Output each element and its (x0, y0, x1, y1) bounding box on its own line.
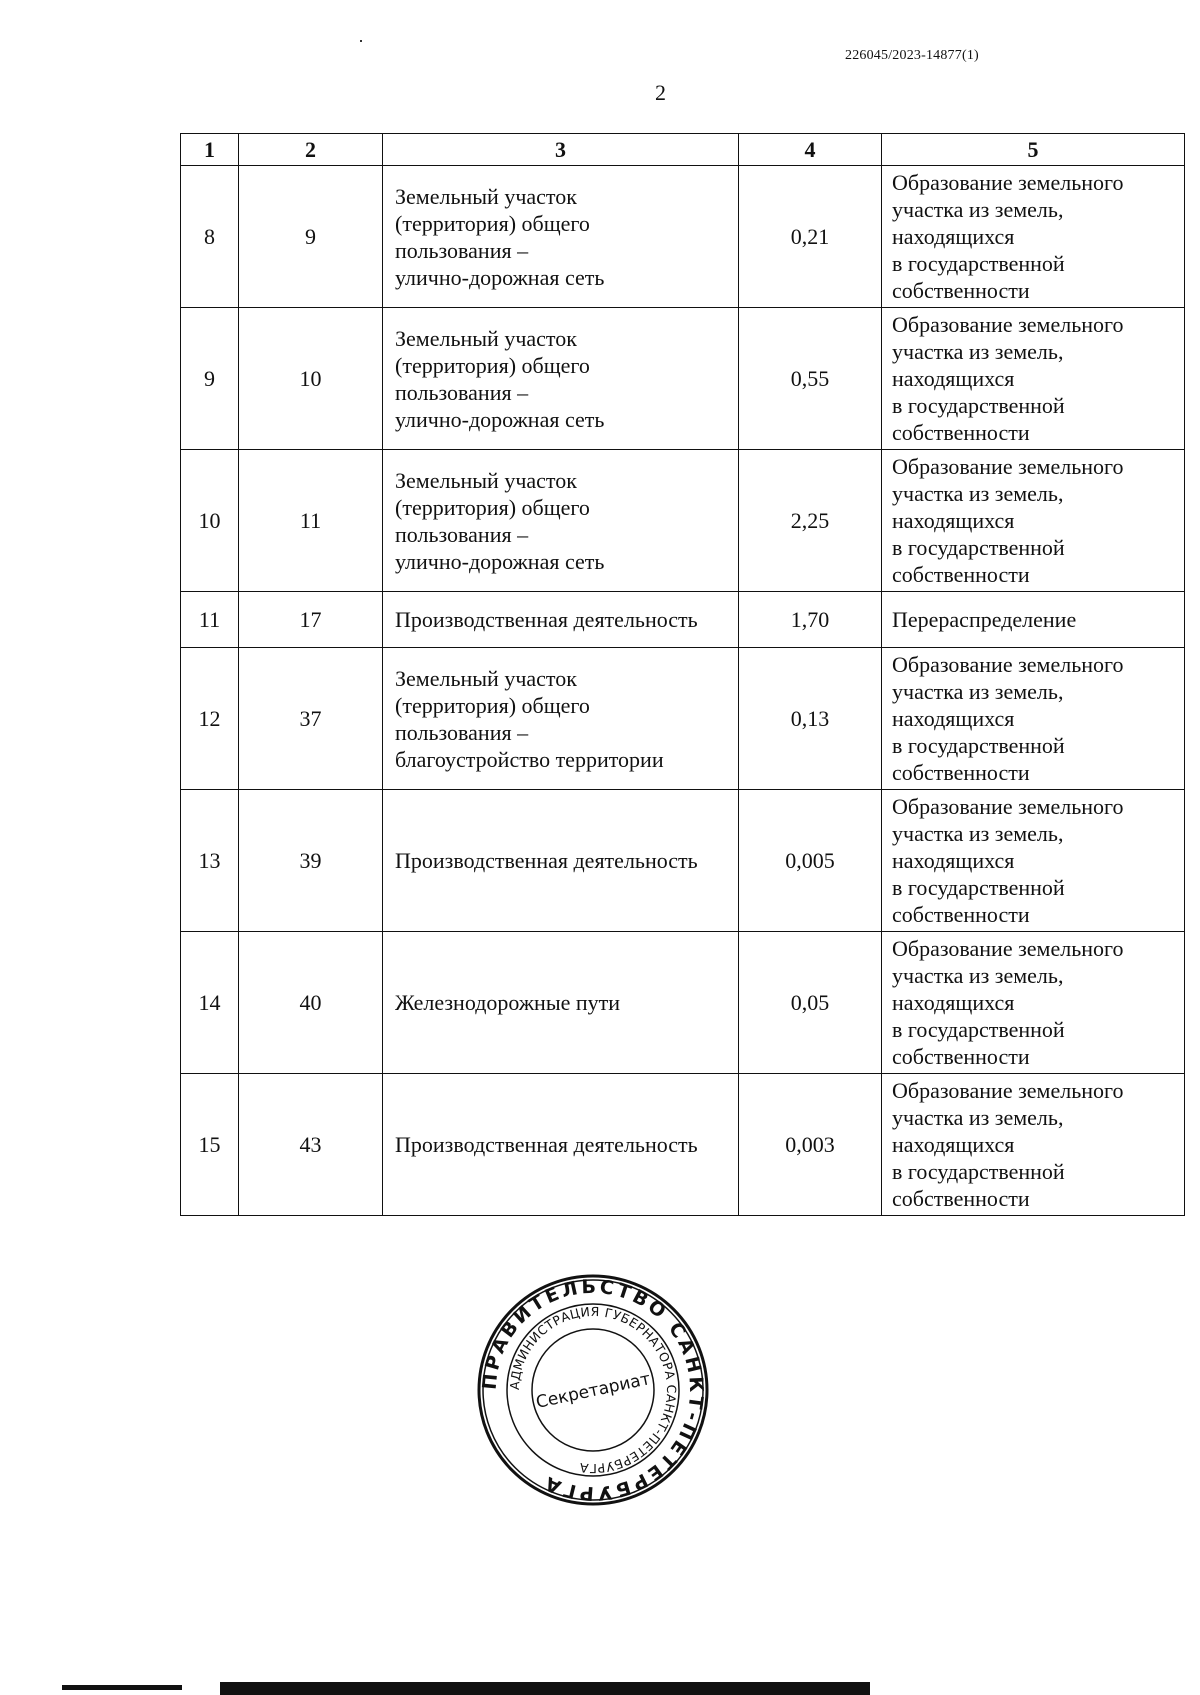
plot-use-cell (383, 790, 739, 932)
plot-use-text: Земельный участок (территория) общего пользования – улично-дорожная сеть (395, 325, 605, 432)
area-cell: 1,70 (739, 592, 882, 648)
stamp-center-text: Секретариат (534, 1369, 653, 1413)
area-cell: 0,05 (739, 932, 882, 1074)
land-plots-table (180, 133, 1185, 1216)
column-header: 2 (239, 134, 383, 166)
formation-method-cell (882, 1074, 1185, 1216)
plot-use-text: Железнодорожные пути (395, 990, 621, 1015)
plot-use-cell (383, 592, 739, 648)
row-number-cell: 15 (181, 1074, 239, 1216)
area-cell: 0,21 (739, 166, 882, 308)
table-row (181, 1074, 1185, 1216)
scan-artifact-bar (220, 1682, 870, 1695)
scan-artifact-line (62, 1685, 182, 1690)
plot-use-text: Земельный участок (территория) общего пользования – улично-дорожная сеть (395, 183, 605, 290)
plot-use-text: Земельный участок (территория) общего пользования – благоустройство территории (395, 665, 664, 772)
formation-method-text: Перераспределение (892, 607, 1077, 632)
table-row (181, 592, 1185, 648)
formation-method-text: Образование земельного участка из земель, находящихся в государственной собственности (892, 312, 1124, 445)
formation-method-cell (882, 932, 1185, 1074)
row-number-cell: 14 (181, 932, 239, 1074)
column-header: 3 (383, 134, 739, 166)
plot-use-cell (383, 932, 739, 1074)
scan-speck (360, 40, 362, 42)
row-number-cell: 11 (181, 592, 239, 648)
formation-method-cell (882, 450, 1185, 592)
formation-method-cell (882, 592, 1185, 648)
table-row (181, 790, 1185, 932)
table-row (181, 308, 1185, 450)
page-number: 2 (655, 80, 666, 105)
formation-method-text: Образование земельного участка из земель, находящихся в государственной собственности (892, 794, 1124, 927)
stamp-inner-text: АДМИНИСТРАЦИЯ ГУБЕРНАТОРА САНКТ-ПЕТЕРБУРГА (506, 1303, 680, 1477)
plot-use-cell (383, 648, 739, 790)
table-row (181, 166, 1185, 308)
area-cell: 0,003 (739, 1074, 882, 1216)
plot-use-text: Производственная деятельность (395, 848, 698, 873)
stamp-outer-text: ПРАВИТЕЛЬСТВО САНКТ-ПЕТЕРБУРГА (478, 1275, 708, 1505)
plot-id-cell: 37 (239, 648, 383, 790)
column-header: 4 (739, 134, 882, 166)
plot-id-cell: 9 (239, 166, 383, 308)
table-row (181, 932, 1185, 1074)
formation-method-cell (882, 648, 1185, 790)
formation-method-text: Образование земельного участка из земель, находящихся в государственной собственности (892, 652, 1124, 785)
area-cell: 2,25 (739, 450, 882, 592)
plot-use-text: Производственная деятельность (395, 607, 698, 632)
column-header: 5 (882, 134, 1185, 166)
plot-id-cell: 40 (239, 932, 383, 1074)
plot-use-cell (383, 1074, 739, 1216)
row-number-cell: 10 (181, 450, 239, 592)
row-number-cell: 9 (181, 308, 239, 450)
plot-id-cell: 43 (239, 1074, 383, 1216)
row-number-cell: 8 (181, 166, 239, 308)
row-number-cell: 12 (181, 648, 239, 790)
plot-use-cell (383, 166, 739, 308)
formation-method-text: Образование земельного участка из земель, находящихся в государственной собственности (892, 936, 1124, 1069)
formation-method-text: Образование земельного участка из земель, находящихся в государственной собственности (892, 454, 1124, 587)
area-cell: 0,005 (739, 790, 882, 932)
table-row (181, 648, 1185, 790)
plot-id-cell: 17 (239, 592, 383, 648)
plot-use-cell (383, 450, 739, 592)
plot-id-cell: 39 (239, 790, 383, 932)
secretariat-stamp (475, 1272, 711, 1508)
area-cell: 0,13 (739, 648, 882, 790)
plot-id-cell: 11 (239, 450, 383, 592)
plot-use-text: Производственная деятельность (395, 1132, 698, 1157)
plot-id-cell: 10 (239, 308, 383, 450)
formation-method-cell (882, 790, 1185, 932)
column-header: 1 (181, 134, 239, 166)
formation-method-text: Образование земельного участка из земель, находящихся в государственной собственности (892, 170, 1124, 303)
document-number: 226045/2023-14877(1) (845, 48, 979, 63)
row-number-cell: 13 (181, 790, 239, 932)
formation-method-cell (882, 166, 1185, 308)
plot-use-cell (383, 308, 739, 450)
formation-method-text: Образование земельного участка из земель, находящихся в государственной собственности (892, 1078, 1124, 1211)
area-cell: 0,55 (739, 308, 882, 450)
table-row (181, 450, 1185, 592)
formation-method-cell (882, 308, 1185, 450)
plot-use-text: Земельный участок (территория) общего пользования – улично-дорожная сеть (395, 467, 605, 574)
table-header-row (181, 134, 1185, 166)
